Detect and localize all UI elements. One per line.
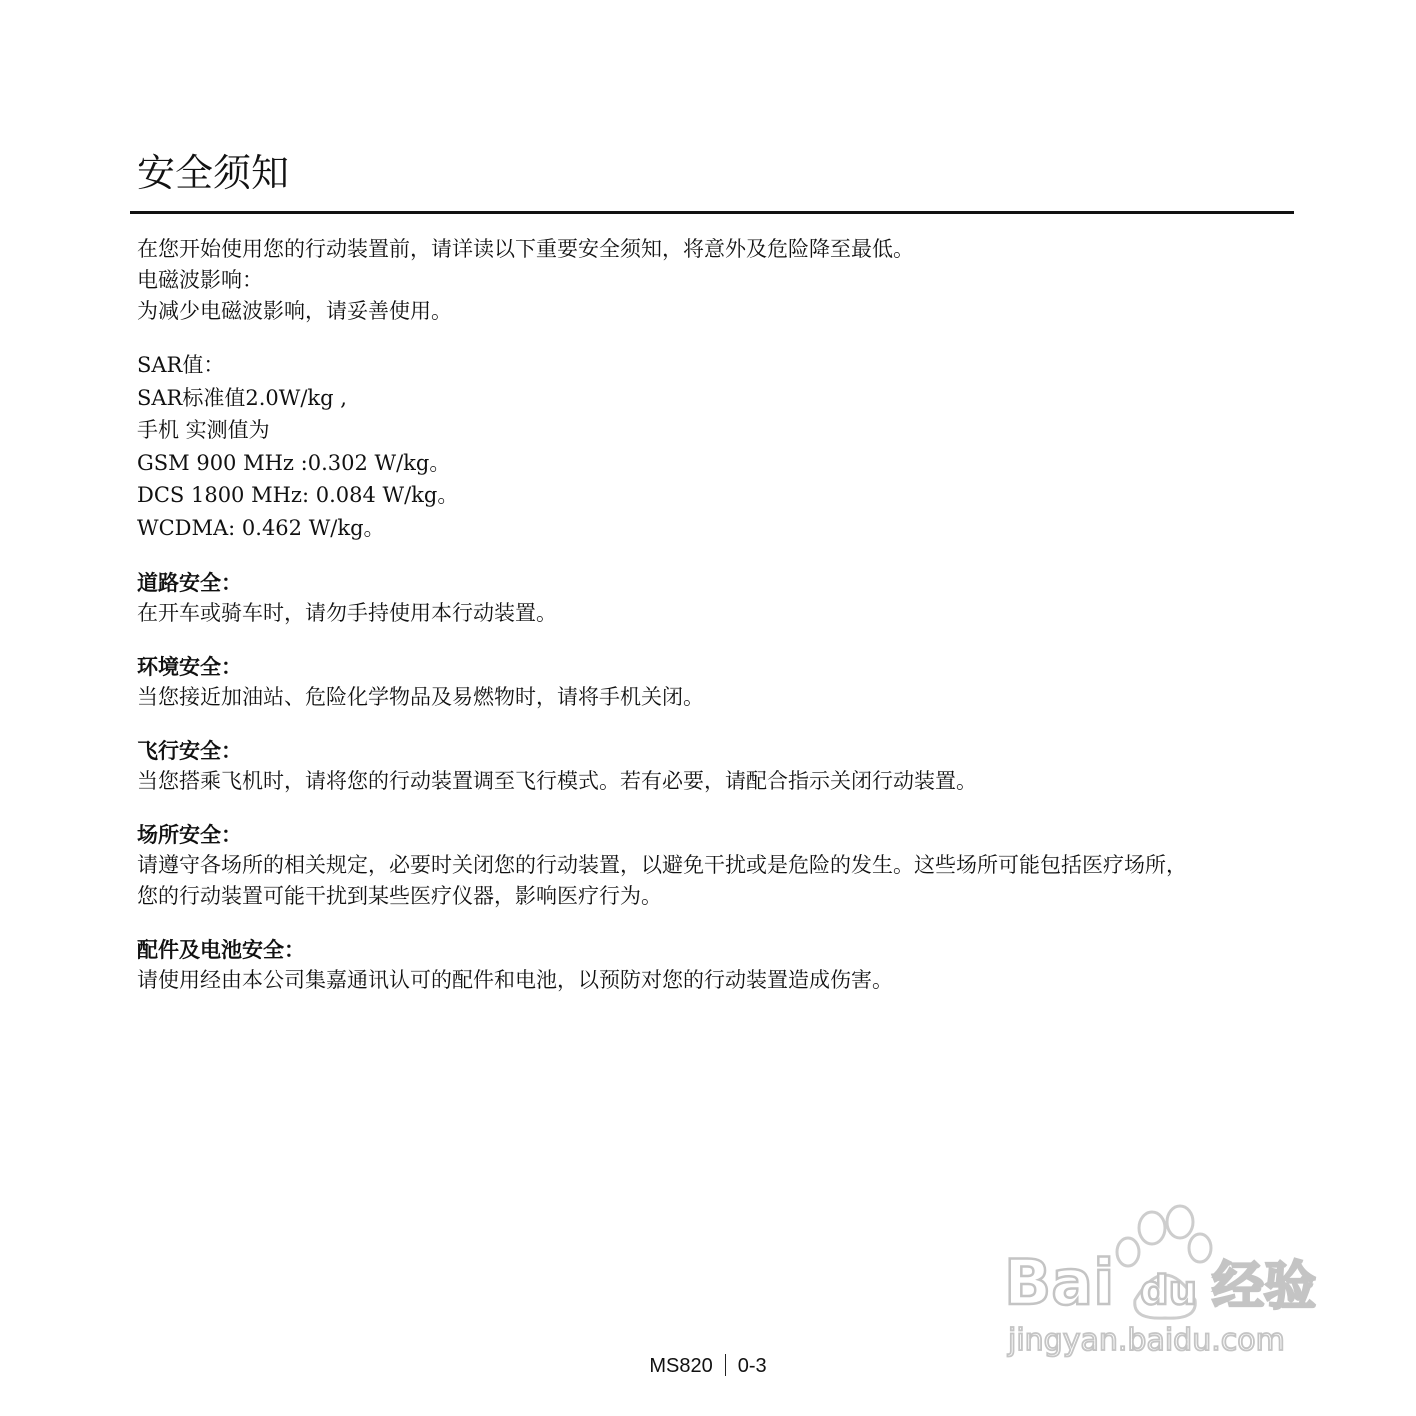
svg-text:经验: 经验 <box>1212 1257 1317 1317</box>
section-heading: 环境安全： <box>137 653 242 679</box>
venue-safety-section <box>137 819 1317 912</box>
section-line: 请使用经由本公司集嘉通讯认可的配件和电池，以预防对您的行动装置造成伤害。 <box>137 967 893 992</box>
document-body <box>137 234 1317 996</box>
sar-line: SAR标准值2.0W/kg , <box>137 385 347 410</box>
section-line: 当您接近加油站、危险化学物品及易燃物时，请将手机关闭。 <box>137 684 704 709</box>
page-number: 0-3 <box>737 1355 767 1377</box>
intro-line: 为减少电磁波影响，请妥善使用。 <box>137 299 452 323</box>
section-heading: 场所安全： <box>137 821 242 847</box>
title-divider <box>130 211 1294 214</box>
page-title: 安全须知 <box>137 151 290 195</box>
section-line: 当您搭乘飞机时，请将您的行动装置调至飞行模式。若有必要，请配合指示关闭行动装置。 <box>137 768 977 793</box>
section-line: 您的行动装置可能干扰到某些医疗仪器，影响医疗行为。 <box>137 883 662 908</box>
sar-heading: SAR值： <box>137 353 225 377</box>
road-safety-section <box>137 567 1317 629</box>
section-heading: 配件及电池安全： <box>137 936 305 962</box>
accessory-battery-safety-section <box>137 934 1317 996</box>
intro-line: 在您开始使用您的行动装置前，请详读以下重要安全须知，将意外及危险降至最低。 <box>137 237 914 261</box>
sar-line: 手机 实测值为 <box>137 418 270 443</box>
environment-safety-section <box>137 651 1317 713</box>
svg-text:Bai: Bai <box>1004 1246 1115 1319</box>
section-heading: 道路安全： <box>137 569 242 595</box>
footer-separator <box>725 1354 726 1376</box>
flight-safety-section <box>137 735 1317 797</box>
section-line: 请遵守各场所的相关规定，必要时关闭您的行动装置，以避免干扰或是危险的发生。这些场所可能包括医疗场所， <box>137 852 1187 877</box>
model-number: MS820 <box>649 1355 713 1377</box>
intro-line: 电磁波影响： <box>137 268 263 292</box>
sar-section <box>137 349 1317 545</box>
sar-line: WCDMA: 0.462 W/kg。 <box>137 515 385 540</box>
page-footer <box>0 1354 1416 1378</box>
sar-line: GSM 900 MHz :0.302 W/kg。 <box>137 450 451 475</box>
section-heading: 飞行安全： <box>137 737 242 763</box>
watermark-url: jingyan.baidu.com <box>1008 1323 1285 1358</box>
baidu-jingyan-watermark <box>1000 1200 1330 1360</box>
intro-block <box>137 234 1317 327</box>
paw-logo-icon <box>1000 1200 1330 1360</box>
svg-text:du: du <box>1140 1268 1198 1314</box>
section-line: 在开车或骑车时，请勿手持使用本行动装置。 <box>137 600 557 625</box>
sar-line: DCS 1800 MHz: 0.084 W/kg。 <box>137 483 459 508</box>
